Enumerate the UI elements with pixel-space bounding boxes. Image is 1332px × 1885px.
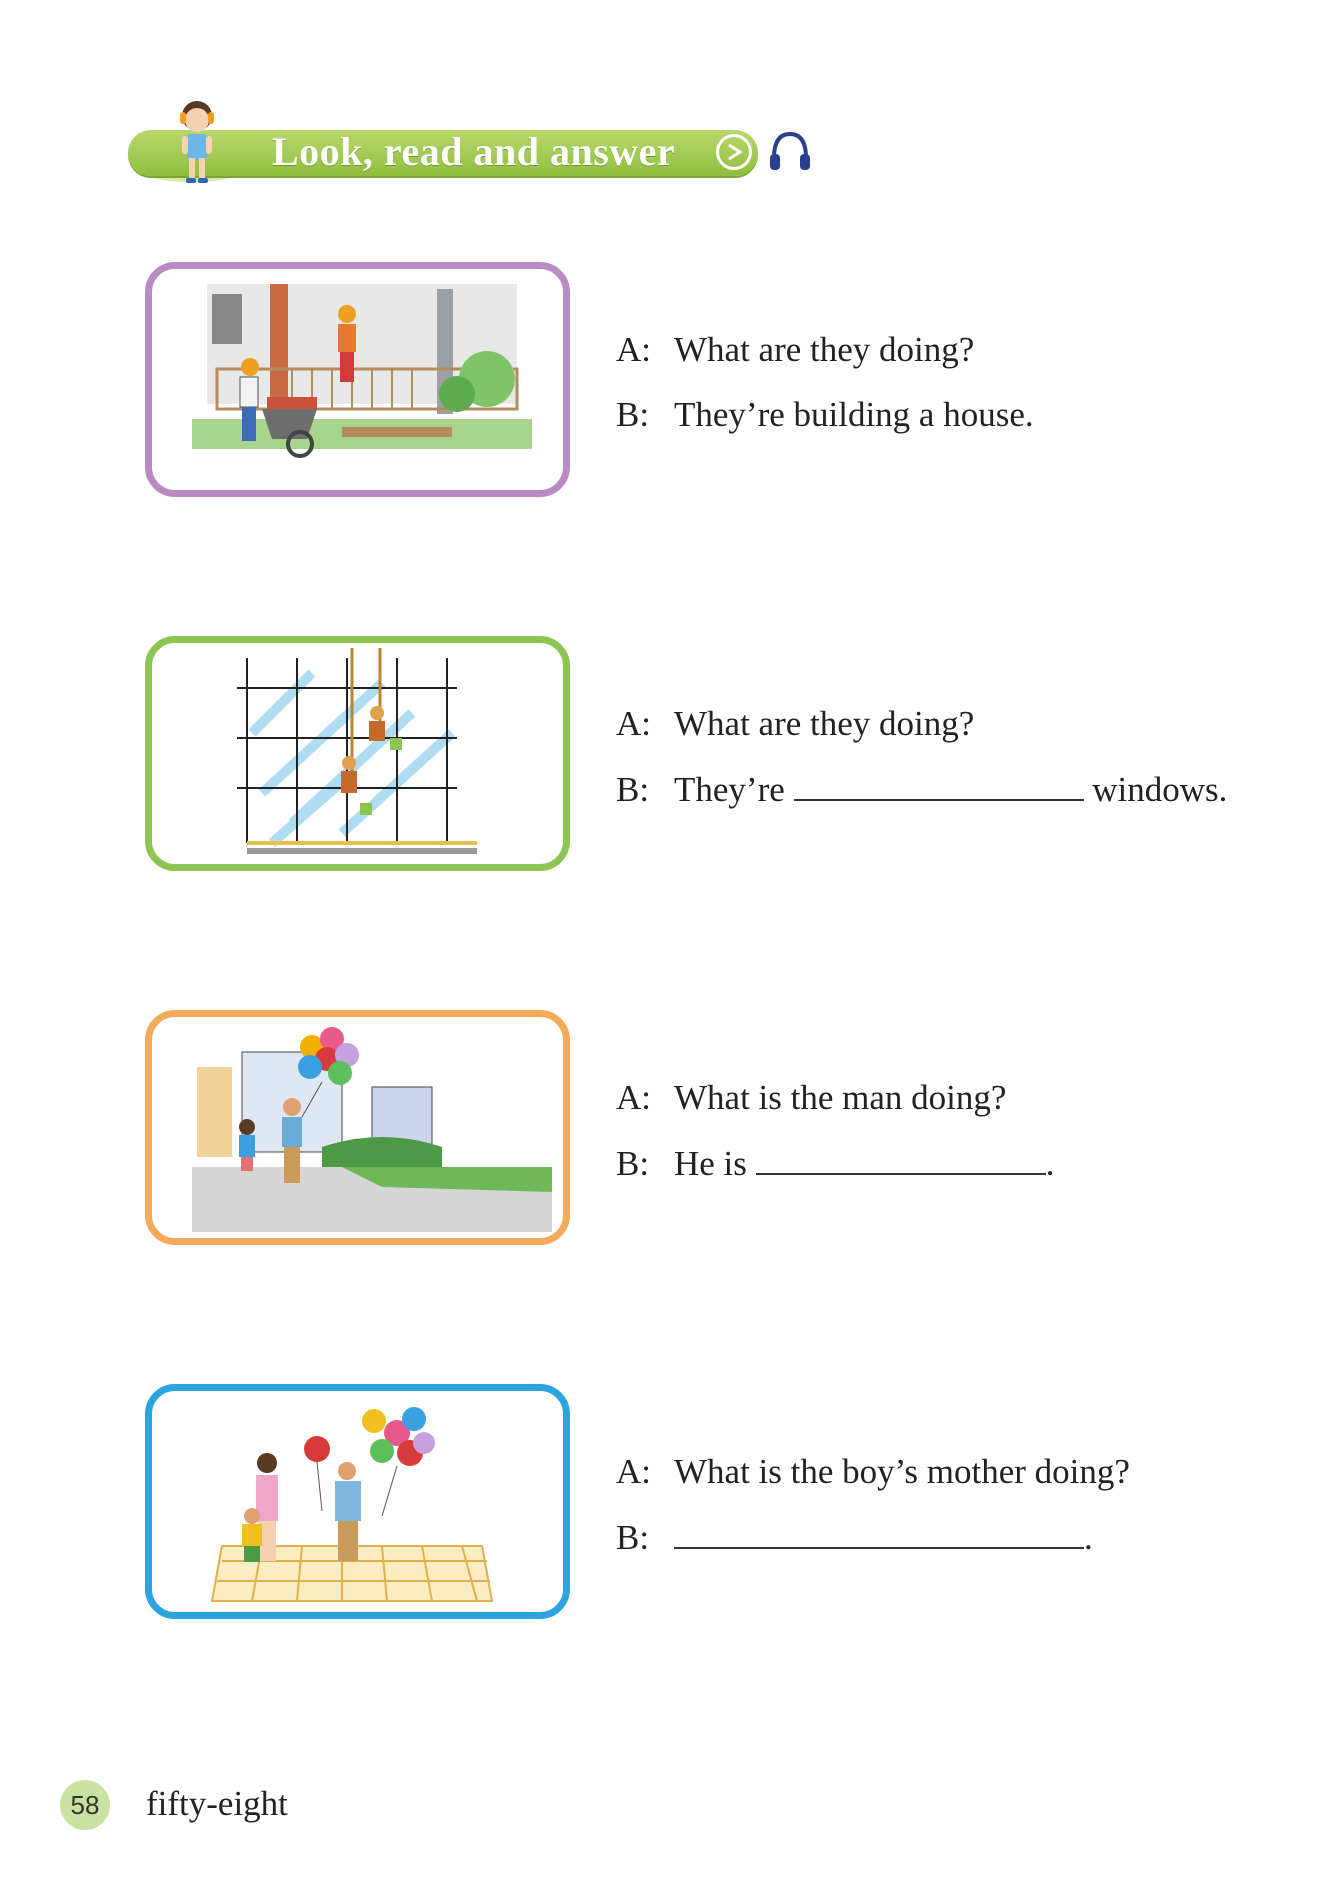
answer-blank[interactable] [756,1143,1046,1175]
speaker-a: A: [616,1078,651,1117]
question-line-2 [616,704,974,744]
answer-prefix: He is [674,1144,747,1183]
answer-suffix: . [1045,1144,1055,1183]
builders-illustration [152,269,563,490]
speaker-b: B: [616,1144,650,1183]
speaker-b: B: [616,1518,650,1557]
girl-mascot-icon [162,96,232,188]
speaker-b: B: [616,770,650,809]
answer-blank[interactable] [674,1517,1084,1549]
answer-text: They’re building a house. [674,395,1034,434]
picture-frame-builders [145,262,570,497]
balloon-seller-illustration [152,1017,563,1238]
page-number: 58 [70,1789,100,1820]
answer-line-2 [616,769,1227,810]
section-title: Look, read and answer [272,129,676,174]
family-balloons-illustration [152,1391,563,1612]
window-cleaners-illustration [152,643,563,864]
question-text: What are they doing? [674,704,975,743]
answer-line-1 [616,395,1034,435]
picture-frame-family-balloons [145,1384,570,1619]
answer-suffix: windows. [1092,770,1228,809]
page-number-words: fifty-eight [146,1784,288,1823]
answer-blank[interactable] [794,769,1084,801]
answer-prefix: They’re [674,770,785,809]
section-header [128,96,878,186]
question-text: What is the man doing? [674,1078,1007,1117]
play-button[interactable] [716,134,752,170]
page-number-badge [60,1780,110,1830]
speaker-a: A: [616,704,651,743]
picture-frame-balloon-seller [145,1010,570,1245]
question-line-3 [616,1078,1006,1118]
answer-suffix: . [1084,1518,1093,1557]
question-text: What is the boy’s mother doing? [674,1452,1130,1491]
question-line-4 [616,1452,1130,1492]
play-icon [719,137,749,167]
speaker-a: A: [616,330,651,369]
question-line-1 [616,330,974,370]
question-text: What are they doing? [674,330,975,369]
picture-frame-window-cleaners [145,636,570,871]
speaker-a: A: [616,1452,651,1491]
answer-line-4 [616,1517,1093,1558]
answer-line-3 [616,1143,1054,1184]
headphones-icon[interactable] [768,128,812,174]
speaker-b: B: [616,395,650,434]
